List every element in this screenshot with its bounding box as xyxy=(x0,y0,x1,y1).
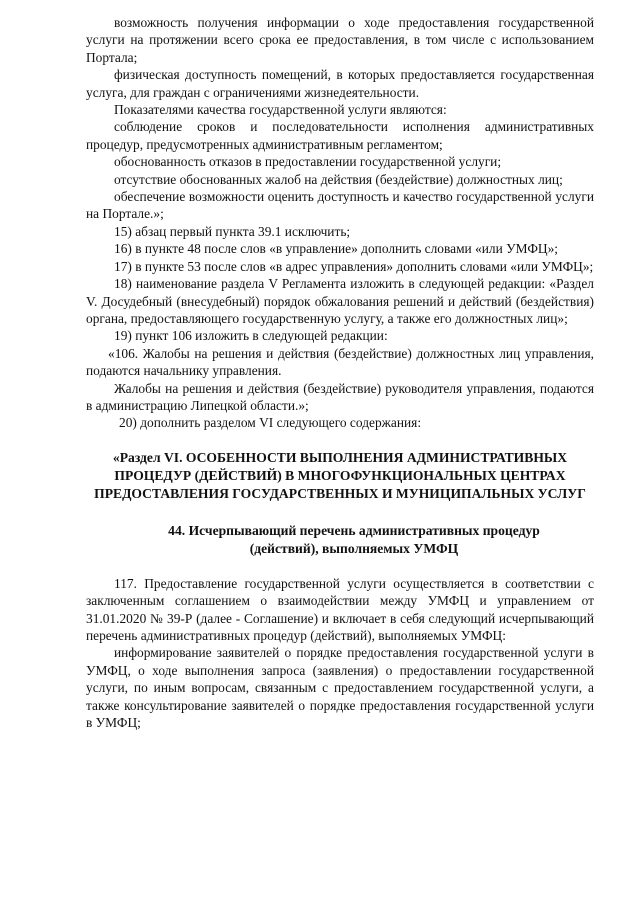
document-page xyxy=(86,14,594,731)
paragraph: отсутствие обоснованных жалоб на действия (бездействие) должностных лиц; xyxy=(114,171,563,187)
spacer xyxy=(86,558,594,575)
paragraph: 17) в пункте 53 после слов «в адрес управления» дополнить словами «или УМФЦ»; xyxy=(114,258,594,274)
paragraph: Жалобы на решения и действия (бездействие) руководителя управления, подаются в администрацию Липецкой области.»; xyxy=(86,380,594,413)
spacer xyxy=(86,432,594,449)
paragraph: 117. Предоставление государственной услуги осуществляется в соответствии с заключенным соглашением о взаимодействии между УМФЦ и управлением от 31.01.2020 № 39-Р (далее - Соглашение) и включает в себя следующий исчерпывающий перечень административных процедур (действий), выполняемых УМФЦ: xyxy=(86,575,594,643)
paragraph: 18) наименование раздела V Регламента изложить в следующей редакции: «Раздел V. Досудебный (внесудебный) порядок обжалования решений и действий (бездействия) органа, предоставляющего государственную услугу, а также его должностных лиц»; xyxy=(86,276,594,326)
paragraph: информирование заявителей о порядке предоставления государственной услуги в УМФЦ, о ходе выполнения запроса (заявления) о предоставлении государственной услуги, по иным вопросам, связанным с предоставлением государственной услуги, а также консультирование заявителей о порядке предоставления государственной услуги в УМФЦ; xyxy=(86,645,594,730)
paragraph: «106. Жалобы на решения и действия (бездействие) должностных лиц управления, подаются начальнику управления. xyxy=(86,345,594,379)
paragraph: возможность получения информации о ходе предоставления государственной услуги на протяжении всего срока ее предоставления, в том числе с использованием Портала; xyxy=(86,15,594,65)
paragraph: 20) дополнить разделом VI следующего содержания: xyxy=(119,415,422,431)
paragraph: обеспечение возможности оценить доступность и качество государственной услуги на Портале.»; xyxy=(86,189,594,222)
paragraph: Показателями качества государственной услуги являются: xyxy=(114,102,447,118)
paragraph: 16) в пункте 48 после слов «в управление» дополнить словами «или УМФЦ»; xyxy=(114,241,559,257)
body-text-bottom xyxy=(86,575,594,732)
paragraph: соблюдение сроков и последовательности исполнения административных процедур, предусмотренных административным регламентом; xyxy=(86,119,594,152)
spacer xyxy=(86,503,594,522)
section-heading: «Раздел VI. ОСОБЕННОСТИ ВЫПОЛНЕНИЯ АДМИНИСТРАТИВНЫХ ПРОЦЕДУР (ДЕЙСТВИЙ) В МНОГОФУНКЦИОНАЛЬНЫХ ЦЕНТРАХ ПРЕДОСТАВЛЕНИЯ ГОСУДАРСТВЕННЫХ И МУНИЦИПАЛЬНЫХ УСЛУГ xyxy=(94,449,586,501)
paragraph: физическая доступность помещений, в которых предоставляется государственная услуга, для граждан с ограничениями жизнедеятельности. xyxy=(86,67,594,100)
paragraph: обоснованность отказов в предоставлении государственной услуги; xyxy=(114,154,502,170)
paragraph: 15) абзац первый пункта 39.1 исключить; xyxy=(114,223,351,239)
subsection-heading: 44. Исчерпывающий перечень административных процедур (действий), выполняемых УМФЦ xyxy=(168,522,540,556)
body-text-top xyxy=(86,14,594,432)
paragraph: 19) пункт 106 изложить в следующей редакции: xyxy=(114,328,388,344)
